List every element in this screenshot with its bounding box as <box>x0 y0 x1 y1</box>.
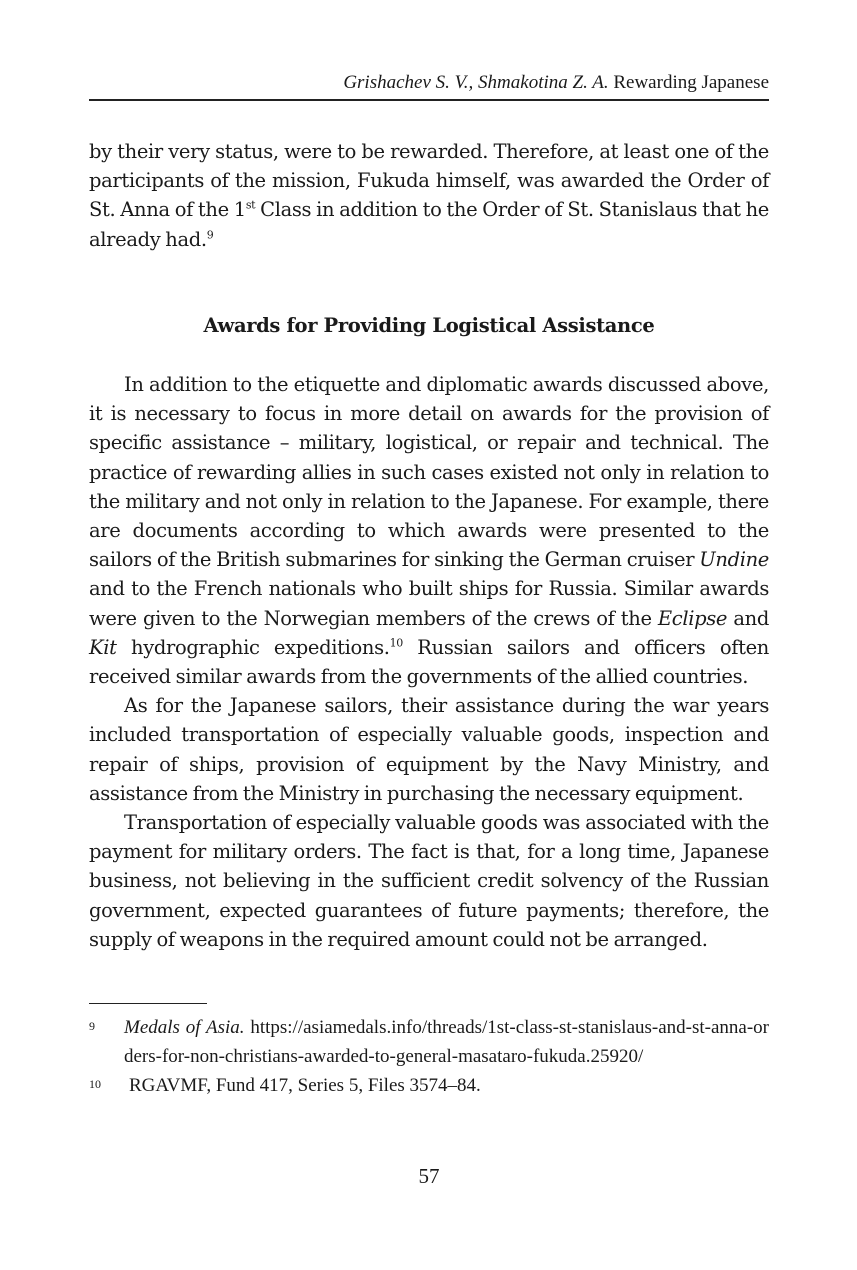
section-body <box>89 370 769 954</box>
footnote-number: 10 <box>89 1077 101 1091</box>
footnote-number: 9 <box>89 1019 95 1033</box>
footnote-ref-10[interactable]: 10 <box>389 636 403 650</box>
footnote-separator <box>89 1003 207 1004</box>
footnotes <box>89 1013 769 1100</box>
paragraph-2: As for the Japanese sailors, their assistance during the war years included transportation of especially valuable goods, inspection and repair of ships, provision of equipment by the Navy Ministry, and assistance from the Ministry in purchasing the necessary equipment. <box>89 694 769 805</box>
ship-name-undine: Undine <box>699 548 769 572</box>
running-head-title: Rewarding Japanese <box>613 72 769 93</box>
paragraph-text: and to the French nationals who built ships for Russia. Similar awards were given to the Norwegian members of the crews of the <box>89 577 769 630</box>
footnote-text: RGAVMF, Fund 417, Series 5, Files 3574–84. <box>129 1075 481 1096</box>
header-rule <box>89 99 769 101</box>
paragraph-text: by their very status, were to be rewarded. Therefore, at least one of the participants of the mission, Fukuda himself, was awarded the Order of St. Anna of the 1 <box>89 140 769 222</box>
section-heading: Awards for Providing Logistical Assistance <box>203 314 655 337</box>
paragraph-1 <box>89 370 769 691</box>
paragraph-text: hydrographic expeditions. <box>116 635 390 659</box>
footnote-url[interactable]: https://asiamedals.info/threads/1st-class-st-stanislaus-and-st-anna-orders-for-non-christians-awarded-to-general-masataro-fukuda.25920/ <box>124 1017 770 1067</box>
paragraph-text: Class in addition to the Order of St. Stanislaus that he already had. <box>89 198 769 251</box>
ship-name-eclipse: Eclipse <box>657 606 728 630</box>
paragraph-text: In addition to the etiquette and diplomatic awards discussed above, it is necessary to focus in more detail on awards for the provision of specific assistance – military, logistical, or repair and technical. The practice of rewarding allies in such cases existed not only in relation to the military and not only in relation to the Japanese. For example, there are documents according to which awards were presented to the sailors of the British submarines for sinking the German cruiser <box>89 373 769 572</box>
paragraph-text: Russian sailors and officers often received similar awards from the governments of the allied countries. <box>89 635 769 689</box>
paragraph-3: Transportation of especially valuable goods was associated with the payment for military orders. The fact is that, for a long time, Japanese business, not believing in the sufficient credit solvency of the Russian government, expected guarantees of future payments; therefore, the supply of weapons in the required amount could not be arranged. <box>89 811 769 951</box>
footnote-10 <box>89 1071 769 1100</box>
running-head <box>89 70 769 96</box>
page-number: 57 <box>418 1164 440 1188</box>
document-page <box>89 0 769 1270</box>
continued-paragraph <box>89 137 769 254</box>
footnote-9 <box>89 1013 769 1071</box>
footnote-source: Medals of Asia. <box>124 1017 245 1038</box>
ordinal-superscript: st <box>245 198 256 212</box>
ship-name-kit: Kit <box>89 635 117 659</box>
paragraph-text: and <box>727 606 769 630</box>
footnote-ref-9[interactable]: 9 <box>206 228 214 242</box>
running-head-authors: Grishachev S. V., Shmakotina Z. A. <box>343 72 609 93</box>
